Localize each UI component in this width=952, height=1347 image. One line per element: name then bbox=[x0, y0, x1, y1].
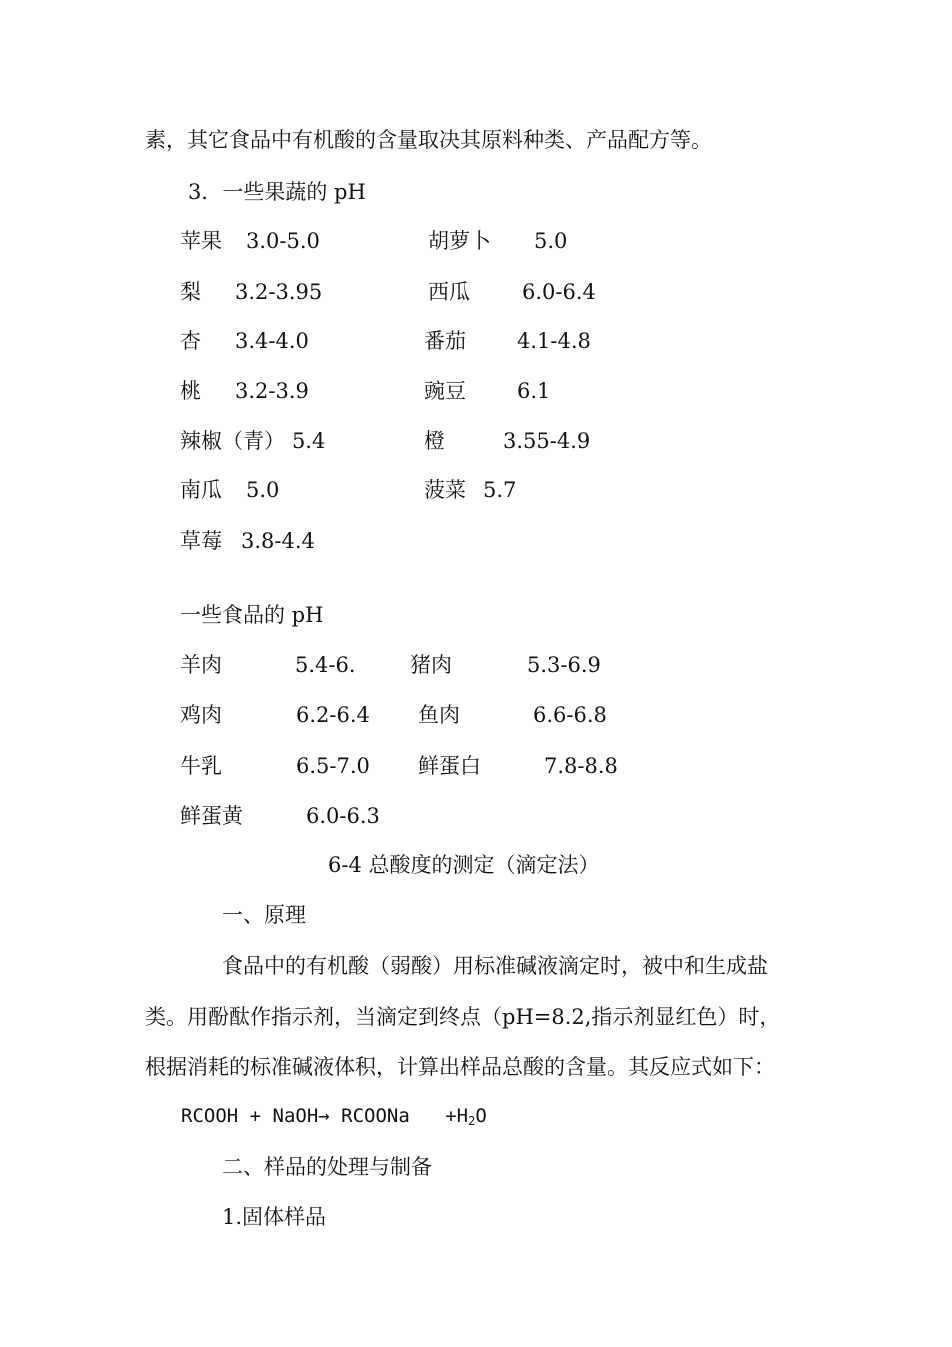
item-ph: 5.0 bbox=[246, 478, 280, 502]
principle-heading: 一、原理 bbox=[222, 903, 306, 927]
item-name: 鲜蛋白 bbox=[418, 754, 481, 778]
fruit-veg-heading: 3．一些果蔬的 pH bbox=[188, 180, 366, 204]
item-name: 牛乳 bbox=[180, 754, 222, 778]
item-name: 杏 bbox=[180, 329, 201, 353]
item-ph: 3.2-3.95 bbox=[235, 280, 323, 304]
item-name: 鸡肉 bbox=[180, 703, 222, 727]
equation-tail: O bbox=[475, 1105, 487, 1127]
item-name: 苹果 bbox=[180, 229, 222, 253]
foods-heading: 一些食品的 pH bbox=[180, 603, 324, 627]
section-title: 6-4 总酸度的测定（滴定法） bbox=[328, 853, 600, 877]
item-name: 猪肉 bbox=[410, 653, 452, 677]
item-name: 鲜蛋黄 bbox=[180, 804, 243, 828]
item-name: 橙 bbox=[424, 429, 445, 453]
item-ph: 6.6-6.8 bbox=[533, 703, 607, 727]
item-name: 羊肉 bbox=[180, 653, 222, 677]
principle-paragraph-line-2: 类。用酚酞作指示剂，当滴定到终点（pH=8.2,指示剂显红色）时， bbox=[145, 1005, 781, 1029]
item-ph: 3.2-3.9 bbox=[235, 379, 309, 403]
item-ph: 3.0-5.0 bbox=[246, 229, 320, 253]
item-name: 菠菜 bbox=[424, 478, 466, 502]
item-ph: 7.8-8.8 bbox=[544, 754, 618, 778]
item-ph: 6.1 bbox=[517, 379, 551, 403]
item-ph: 3.8-4.4 bbox=[241, 529, 315, 553]
intro-line: 素，其它食品中有机酸的含量取决其原料种类、产品配方等。 bbox=[145, 128, 712, 152]
item-ph: 5.4-6. bbox=[295, 653, 356, 677]
item-ph: 6.2-6.4 bbox=[296, 703, 370, 727]
reaction-equation bbox=[181, 1102, 487, 1135]
equation-left: RCOOH + NaOH→ RCOONa bbox=[181, 1105, 410, 1127]
item-name: 西瓜 bbox=[428, 280, 470, 304]
item-name: 桃 bbox=[180, 379, 201, 403]
item-name: 胡萝卜 bbox=[428, 229, 491, 253]
item-ph: 6.0-6.3 bbox=[306, 804, 380, 828]
item-ph: 4.1-4.8 bbox=[517, 329, 591, 353]
item-name: 鱼肉 bbox=[418, 703, 460, 727]
item-ph: 3.55-4.9 bbox=[503, 429, 591, 453]
item-name: 南瓜 bbox=[180, 478, 222, 502]
item-ph: 5.3-6.9 bbox=[527, 653, 601, 677]
principle-paragraph-line-1: 食品中的有机酸（弱酸）用标准碱液滴定时，被中和生成盐 bbox=[222, 954, 768, 978]
item-name: 辣椒（青） bbox=[180, 429, 285, 453]
item-ph: 5.7 bbox=[483, 478, 517, 502]
item-name: 草莓 bbox=[180, 529, 222, 553]
item-name: 豌豆 bbox=[424, 379, 466, 403]
item-ph: 5.4 bbox=[292, 429, 326, 453]
item-name: 梨 bbox=[180, 280, 201, 304]
equation-plus-h: +H bbox=[445, 1105, 469, 1127]
equation-subscript: 2 bbox=[468, 1114, 476, 1128]
item-ph: 6.0-6.4 bbox=[522, 280, 596, 304]
item-ph: 6.5-7.0 bbox=[296, 754, 370, 778]
item-ph: 3.4-4.0 bbox=[235, 329, 309, 353]
sample-subheading: 1.固体样品 bbox=[222, 1205, 327, 1229]
item-name: 番茄 bbox=[424, 329, 466, 353]
principle-paragraph-line-3: 根据消耗的标准碱液体积，计算出样品总酸的含量。其反应式如下： bbox=[145, 1055, 775, 1079]
item-ph: 5.0 bbox=[534, 229, 568, 253]
sample-heading: 二、样品的处理与制备 bbox=[222, 1155, 432, 1179]
